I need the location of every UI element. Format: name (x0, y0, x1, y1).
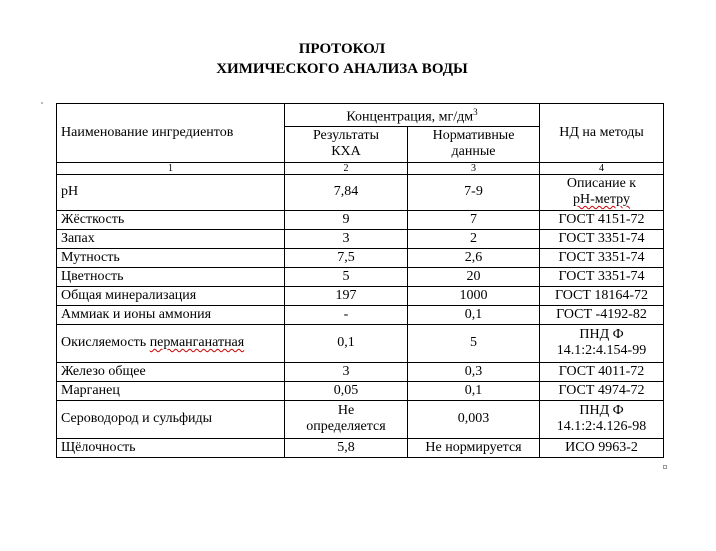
table-row (57, 267, 664, 286)
ingredient-name: Аммиак и ионы аммония (57, 305, 285, 324)
ingredient-name: Марганец (57, 381, 285, 400)
header-row-1 (57, 104, 664, 127)
result-value: 7,5 (285, 248, 408, 267)
header-results-line1: Результаты (312, 128, 380, 144)
ingredient-name: pH (57, 174, 285, 210)
norm-value: 2,6 (408, 248, 540, 267)
norm-value: 0,1 (408, 305, 540, 324)
norm-value: 20 (408, 267, 540, 286)
margin-marker (41, 102, 43, 104)
header-ingredient: Наименование ингредиентов (57, 104, 285, 163)
title-line-2: ХИМИЧЕСКОГО АНАЛИЗА ВОДЫ (216, 61, 468, 77)
method-value (540, 400, 664, 438)
table-row (57, 174, 664, 210)
result-value: 3 (285, 362, 408, 381)
header-norm-line1: Нормативные (432, 128, 515, 144)
result-value: 5 (285, 267, 408, 286)
method-value: ИСО 9963-2 (540, 438, 664, 457)
table-row (57, 210, 664, 229)
method-line1: Описание к (566, 176, 637, 192)
result-value: 7,84 (285, 174, 408, 210)
result-value: 0,1 (285, 324, 408, 362)
ingredient-name: Запах (57, 229, 285, 248)
method-value (540, 174, 664, 210)
method-value: ГОСТ 4011-72 (540, 362, 664, 381)
ingredient-name: Мутность (57, 248, 285, 267)
result-line1: Не (337, 403, 355, 419)
table-row (57, 248, 664, 267)
norm-value: 0,1 (408, 381, 540, 400)
ingredient-name: Жёсткость (57, 210, 285, 229)
table-row (57, 305, 664, 324)
column-number-1: 1 (57, 162, 285, 174)
norm-value: 1000 (408, 286, 540, 305)
method-value (540, 324, 664, 362)
column-number-4: 4 (540, 162, 664, 174)
table-row (57, 229, 664, 248)
header-norm (408, 126, 540, 162)
method-value: ГОСТ 3351-74 (540, 229, 664, 248)
norm-value: 5 (408, 324, 540, 362)
header-method: НД на методы (540, 104, 664, 163)
norm-value: 2 (408, 229, 540, 248)
result-value: 0,05 (285, 381, 408, 400)
table-row (57, 400, 664, 438)
method-line2-text: pH-метру (573, 192, 630, 208)
table-row (57, 324, 664, 362)
norm-value: 0,3 (408, 362, 540, 381)
ingredient-name-part1: Окисляемость (61, 335, 150, 351)
table-row (57, 381, 664, 400)
result-value: 5,8 (285, 438, 408, 457)
method-value: ГОСТ 4974-72 (540, 381, 664, 400)
header-results (285, 126, 408, 162)
method-line2: 14.1:2:4.154-99 (556, 343, 647, 359)
method-value: ГОСТ 4151-72 (540, 210, 664, 229)
column-number-3: 3 (408, 162, 540, 174)
column-number-row (57, 162, 664, 174)
header-concentration-sup: 3 (473, 107, 478, 117)
table-row (57, 362, 664, 381)
ingredient-name: Цветность (57, 267, 285, 286)
method-line1: ПНД Ф (579, 327, 624, 343)
method-line1: ПНД Ф (579, 403, 624, 419)
header-concentration (285, 104, 540, 127)
ingredient-name: Железо общее (57, 362, 285, 381)
method-value: ГОСТ -4192-82 (540, 305, 664, 324)
header-results-line2: КХА (331, 144, 361, 160)
method-value: ГОСТ 3351-74 (540, 267, 664, 286)
title-line-1: ПРОТОКОЛ (298, 41, 386, 57)
table-row (57, 286, 664, 305)
result-value: 197 (285, 286, 408, 305)
ingredient-name: Сероводород и сульфиды (57, 400, 285, 438)
result-value: - (285, 305, 408, 324)
method-line2: 14.1:2:4.126-98 (556, 419, 647, 435)
norm-value: 7 (408, 210, 540, 229)
analysis-table (56, 103, 664, 458)
header-concentration-text: Концентрация, мг/дм (346, 109, 474, 125)
header-norm-line2: данные (451, 144, 496, 160)
table-resize-handle[interactable] (663, 465, 667, 469)
ingredient-name: Щёлочность (57, 438, 285, 457)
result-value: 9 (285, 210, 408, 229)
ingredient-name: Общая минерализация (57, 286, 285, 305)
ingredient-name-part2: перманганатная (149, 335, 245, 351)
column-number-2: 2 (285, 162, 408, 174)
method-line2 (544, 192, 659, 208)
document-title (0, 39, 684, 79)
norm-value: 0,003 (408, 400, 540, 438)
norm-value: 7-9 (408, 174, 540, 210)
result-value (285, 400, 408, 438)
method-value: ГОСТ 3351-74 (540, 248, 664, 267)
norm-value: Не нормируется (408, 438, 540, 457)
result-line2: определяется (306, 419, 386, 435)
table-row (57, 438, 664, 457)
result-value: 3 (285, 229, 408, 248)
ingredient-name (57, 324, 285, 362)
method-value: ГОСТ 18164-72 (540, 286, 664, 305)
